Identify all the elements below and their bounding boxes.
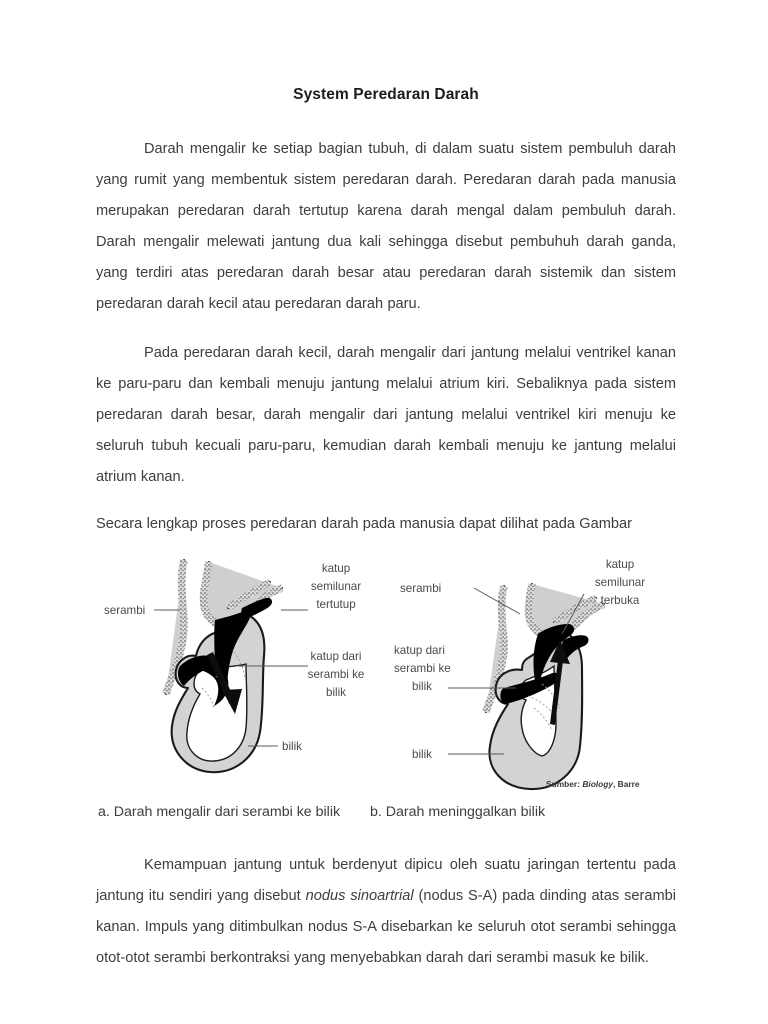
heart-diagram-b — [386, 548, 676, 798]
label-katup-semilunar-a-line2: semilunar — [310, 580, 362, 593]
paragraph-1: Darah mengalir ke setiap bagian tubuh, di dalam suatu sistem pembuluh darah yang rumit yang membentuk sistem peredaran darah. Peredaran darah pada manusia merupakan peredaran darah tertutup karena darah mengal dalam pembuluh darah. Darah mengalir melewati jantung dua kali sehingga disebut pembuhuh darah ganda, yang terdiri atas peredaran darah besar atau peredaran darah sistemik dan sistem peredaran darah kecil atau peredaran darah paru. — [96, 141, 676, 312]
credit-title: Biology — [582, 779, 614, 789]
label-katup-semilunar-b-line2: semilunar — [594, 576, 646, 589]
credit-prefix: Sumber: — [546, 779, 583, 789]
label-katup-serambi-a-line1: katup dari — [310, 650, 362, 663]
figure-source-credit — [546, 779, 640, 789]
heart-diagram-a — [96, 548, 386, 798]
label-katup-serambi-b-line3: bilik — [412, 680, 432, 693]
label-katup-serambi-b-line1: katup dari — [394, 644, 445, 657]
label-katup-serambi-b-line2: serambi ke — [394, 662, 451, 675]
page-title: System Peredaran Darah — [293, 86, 479, 103]
figure-captions — [96, 804, 676, 832]
label-katup-semilunar-b-line1: katup — [605, 558, 635, 571]
figure-intro-text: Secara lengkap proses peredaran darah pada manusia dapat dilihat pada Gambar — [96, 516, 633, 532]
leader-serambi-b — [474, 588, 520, 614]
label-katup-serambi-a-line3: bilik — [326, 686, 346, 699]
paragraph-2: Pada peredaran darah kecil, darah mengalir dari jantung melalui ventrikel kanan ke paru-paru dan kembali menuju jantung melalui atrium kiri. Sebaliknya pada sistem peredaran darah besar, darah mengalir dari jantung melalui ventrikel kiri menuju ke seluruh tubuh kecuali paru-paru, kemudian darah kembali menuju ke jantung melalui atrium kanan. — [96, 345, 676, 485]
document-body — [96, 0, 676, 974]
label-bilik-a: bilik — [282, 740, 302, 753]
final-text-italic: nodus sinoartrial — [305, 888, 414, 904]
figure-row — [96, 548, 676, 798]
label-katup-semilunar-b-line3: terbuka — [600, 594, 640, 607]
caption-figure-a: a. Darah mengalir dari serambi ke bilik — [98, 804, 341, 820]
label-katup-serambi-a-line2: serambi ke — [307, 668, 365, 681]
credit-suffix: , Barre — [613, 779, 640, 789]
final-text-after: (nodus S-A) pada dinding atas serambi kanan. Impuls yang ditimbulkan nodus S-A disebarkan ke seluruh otot serambi sehingga otot-otot serambi berkontraksi yang menyebabkan darah dari serambi masuk ke bilik. — [96, 888, 676, 966]
label-bilik-b: bilik — [412, 748, 432, 761]
final-text-before: Kemampuan jantung untuk berdenyut dipicu oleh suatu jaringan tertentu pada jantung itu sendiri yang disebut — [96, 857, 676, 904]
caption-figure-b: b. Darah meninggalkan bilik — [370, 804, 546, 820]
paragraph-final — [96, 850, 676, 974]
label-serambi-b: serambi — [400, 582, 442, 595]
label-katup-semilunar-a-line1: katup — [321, 562, 351, 575]
label-katup-semilunar-a-line3: tertutup — [316, 598, 356, 611]
label-serambi-a: serambi — [104, 604, 146, 617]
